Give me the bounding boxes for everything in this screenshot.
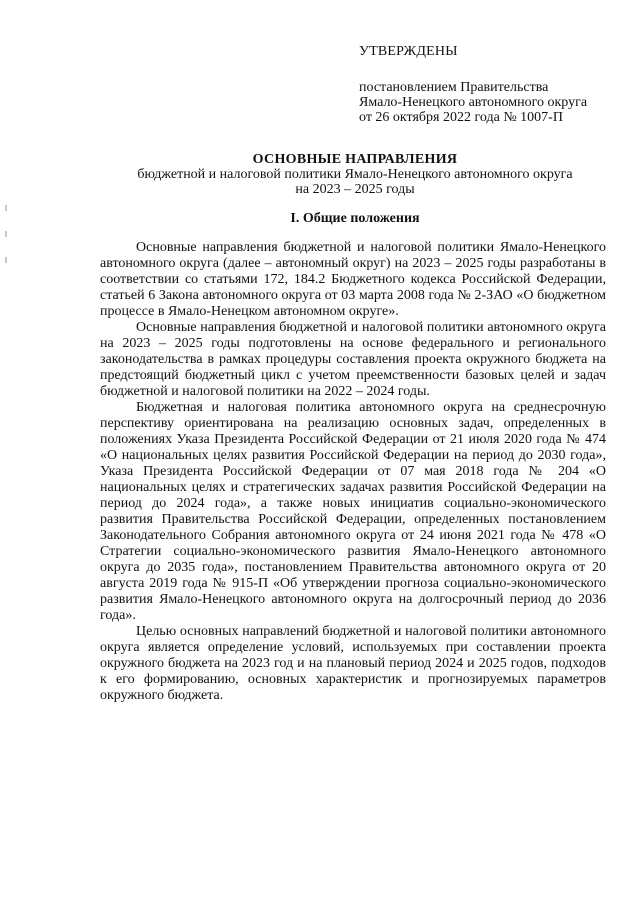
approval-line-3: от 26 октября 2022 года № 1007-П: [359, 110, 563, 125]
paragraph-3: Бюджетная и налоговая политика автономного округа на среднесрочную перспективу ориентирована на реализацию основных задач, определенных в положениях Указа Президента Российской Федерации от 21 июля 2020 года № 474 «О национальных целях развития Российской Федерации на период до 2030 года», Указа Президента Российской Федерации от 07 мая 2018 года № 204 «О национальных целях и стратегических задачах развития Российской Федерации на период до 2024 года», а также новых инициатив социально-экономического развития Правительства Российской Федерации, определенных постановлением Законодательного Собрания автономного округа от 24 июня 2021 года № 478 «О Стратегии социально-экономического развития Ямало-Ненецкого автономного округа до 2035 года», постановлением Правительства автономного округа от 20 августа 2019 года № 915-П «Об утверждении прогноза социально-экономического развития Ямало-Ненецкого автономного округа на долгосрочный период до 2036 года».: [100, 400, 606, 623]
paragraph-4: Целью основных направлений бюджетной и налоговой политики автономного округа является определение условий, используемых при составлении проекта окружного бюджета на 2023 год и на плановый период 2024 и 2025 годов, подходов к его формированию, основных характеристик и прогнозируемых параметров окружного бюджета.: [100, 624, 606, 703]
paragraph-1: Основные направления бюджетной и налоговой политики Ямало-Ненецкого автономного округа (далее – автономный округ) на 2023 – 2025 годы разработаны в соответствии со статьями 172, 184.2 Бюджетного кодекса Российской Федерации, статьей 6 Закона автономного округа от 03 марта 2008 года № 2-ЗАО «О бюджетном процессе в Ямало-Ненецком автономном округе».: [100, 240, 606, 319]
margin-scan-marks: [5, 205, 9, 265]
approval-line-2: Ямало-Ненецкого автономного округа: [359, 95, 588, 110]
margin-tick: [5, 257, 7, 263]
document-subtitle-line-2: на 2023 – 2025 годы: [295, 182, 415, 197]
approval-title: УТВЕРЖДЕНЫ: [359, 44, 458, 59]
document-heading: [100, 152, 610, 197]
approval-block: [359, 44, 629, 125]
paragraph-2: Основные направления бюджетной и налоговой политики автономного округа на 2023 – 2025 годы подготовлены на основе федерального и регионального законодательства в рамках процедуры составления проекта окружного бюджета на предстоящий бюджетный цикл с учетом преемственности базовых целей и задач бюджетной и налоговой политики на 2022 – 2024 годы.: [100, 320, 606, 399]
margin-tick: [5, 231, 7, 237]
approval-line-1: постановлением Правительства: [359, 80, 549, 95]
section-title: I. Общие положения: [290, 211, 420, 226]
document-subtitle-line-1: бюджетной и налоговой политики Ямало-Ненецкого автономного округа: [137, 167, 573, 182]
section-body: [100, 240, 606, 704]
document-title: ОСНОВНЫЕ НАПРАВЛЕНИЯ: [252, 152, 458, 167]
margin-tick: [5, 205, 7, 211]
